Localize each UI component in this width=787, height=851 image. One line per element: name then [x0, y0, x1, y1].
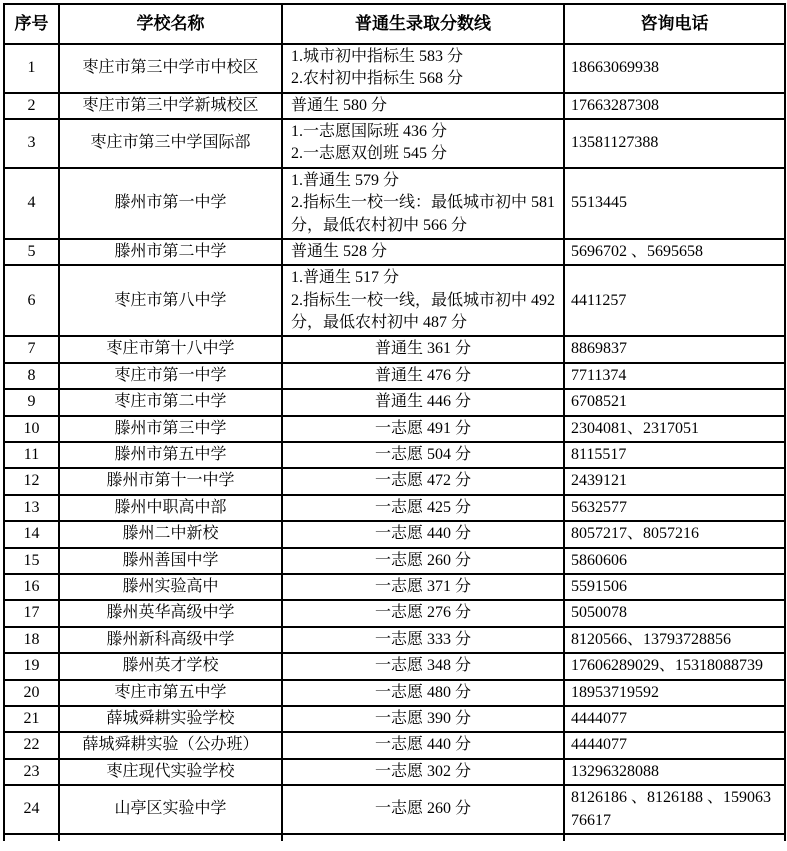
cell-phone: 5513445 — [564, 168, 785, 239]
cell-serial-number: 18 — [4, 627, 59, 653]
score-line-item: 一志愿 371 分 — [374, 578, 471, 595]
cell-phone: 18663069938 — [564, 44, 785, 93]
table-row — [4, 119, 785, 168]
header-cell-school-name: 学校名称 — [59, 4, 282, 44]
cell-score-line — [282, 600, 564, 626]
cell-school-name: 枣庄市第三中学新城校区 — [59, 93, 282, 119]
cell-score-line — [282, 119, 564, 168]
partial-clipped-cell — [282, 834, 564, 841]
cell-serial-number: 21 — [4, 706, 59, 732]
score-line-item: 2.一志愿双创班 545 分 — [291, 145, 448, 163]
partial-clipped-cell — [564, 834, 785, 841]
cell-score-line — [282, 416, 564, 442]
cell-serial-number: 24 — [4, 785, 59, 834]
partial-clipped-cell — [4, 834, 59, 841]
score-line-item: 一志愿 333 分 — [374, 630, 471, 648]
cell-phone: 7711374 — [564, 363, 785, 389]
score-line-item: 一志愿 390 分 — [374, 709, 471, 727]
header-row — [4, 4, 785, 44]
cell-phone: 6708521 — [564, 389, 785, 415]
cell-school-name: 枣庄市第五中学 — [59, 680, 282, 706]
cell-score-line — [282, 93, 564, 119]
cell-serial-number: 11 — [4, 442, 59, 468]
score-line-item: 2.农村初中指标生 568 分 — [291, 70, 464, 88]
cell-serial-number: 9 — [4, 389, 59, 415]
cell-serial-number: 7 — [4, 336, 59, 362]
cell-school-name: 滕州英华高级中学 — [59, 600, 282, 626]
table-row — [4, 495, 785, 521]
cell-school-name: 枣庄市第三中学国际部 — [59, 119, 282, 168]
header-cell-serial-number: 序号 — [4, 4, 59, 44]
table-row — [4, 389, 785, 415]
cell-school-name: 山亭区实验中学 — [59, 785, 282, 834]
cell-school-name: 枣庄市第三中学市中校区 — [59, 44, 282, 93]
table-row — [4, 44, 785, 93]
table-row — [4, 732, 785, 758]
table-row — [4, 785, 785, 834]
table-row — [4, 706, 785, 732]
cell-school-name: 滕州实验高中 — [59, 574, 282, 600]
cell-score-line — [282, 495, 564, 521]
score-line-item: 一志愿 425 分 — [374, 498, 471, 516]
cell-school-name: 滕州二中新校 — [59, 521, 282, 547]
cell-school-name: 枣庄市第十八中学 — [59, 336, 282, 362]
score-line-item: 2.指标生一校一线：最低城市初中 581 分，最低农村初中 566 分 — [291, 194, 556, 234]
table-row — [4, 521, 785, 547]
cell-school-name: 薛城舜耕实验学校 — [59, 706, 282, 732]
cell-school-name: 滕州市第十一中学 — [59, 468, 282, 494]
score-line-item: 1.普通生 517 分 — [291, 269, 400, 287]
cell-score-line — [282, 168, 564, 239]
score-line-item: 一志愿 440 分 — [374, 736, 471, 754]
cell-phone: 13296328088 — [564, 759, 785, 785]
table-row — [4, 265, 785, 336]
cell-serial-number: 8 — [4, 363, 59, 389]
cell-school-name: 枣庄市第八中学 — [59, 265, 282, 336]
cell-phone: 17606289029、15318088739 — [564, 653, 785, 679]
cell-phone: 5632577 — [564, 495, 785, 521]
cell-score-line — [282, 732, 564, 758]
cell-school-name: 滕州英才学校 — [59, 653, 282, 679]
score-line-item: 一志愿 260 分 — [374, 800, 471, 818]
cell-serial-number: 13 — [4, 495, 59, 521]
score-line-item: 一志愿 440 分 — [374, 525, 471, 543]
score-line-item: 一志愿 348 分 — [374, 657, 471, 675]
cell-school-name: 滕州市第三中学 — [59, 416, 282, 442]
cell-phone: 5591506 — [564, 574, 785, 600]
cell-phone: 5860606 — [564, 548, 785, 574]
cell-serial-number: 1 — [4, 44, 59, 93]
cell-score-line — [282, 574, 564, 600]
cell-score-line — [282, 468, 564, 494]
table-row — [4, 416, 785, 442]
cell-phone: 8115517 — [564, 442, 785, 468]
cell-phone: 18953719592 — [564, 680, 785, 706]
cell-score-line — [282, 363, 564, 389]
admission-score-table-page — [0, 3, 787, 851]
partial-clipped-row — [4, 834, 785, 841]
cell-school-name: 枣庄市第二中学 — [59, 389, 282, 415]
score-line-item: 普通生 361 分 — [374, 340, 471, 358]
cell-phone: 8057217、8057216 — [564, 521, 785, 547]
table-row — [4, 168, 785, 239]
table-row — [4, 600, 785, 626]
score-line-item: 一志愿 504 分 — [374, 446, 471, 464]
table-row — [4, 442, 785, 468]
cell-phone: 2304081、2317051 — [564, 416, 785, 442]
cell-serial-number: 12 — [4, 468, 59, 494]
score-line-item: 一志愿 480 分 — [374, 683, 471, 701]
admission-table — [3, 3, 786, 841]
cell-phone: 8869837 — [564, 336, 785, 362]
score-line-item: 一志愿 260 分 — [374, 551, 471, 569]
cell-score-line — [282, 548, 564, 574]
table-body — [4, 44, 785, 841]
cell-phone: 4411257 — [564, 265, 785, 336]
cell-serial-number: 16 — [4, 574, 59, 600]
score-line-item: 一志愿 472 分 — [374, 472, 471, 490]
score-line-item: 普通生 476 分 — [374, 366, 471, 384]
cell-score-line — [282, 706, 564, 732]
cell-serial-number: 10 — [4, 416, 59, 442]
table-row — [4, 239, 785, 265]
cell-serial-number: 23 — [4, 759, 59, 785]
cell-score-line — [282, 265, 564, 336]
cell-school-name: 枣庄市第一中学 — [59, 363, 282, 389]
cell-school-name: 滕州市第五中学 — [59, 442, 282, 468]
header-cell-phone: 咨询电话 — [564, 4, 785, 44]
cell-score-line — [282, 389, 564, 415]
cell-serial-number: 2 — [4, 93, 59, 119]
cell-serial-number: 20 — [4, 680, 59, 706]
table-row — [4, 468, 785, 494]
cell-serial-number: 6 — [4, 265, 59, 336]
cell-score-line — [282, 653, 564, 679]
cell-phone: 4444077 — [564, 732, 785, 758]
table-row — [4, 759, 785, 785]
table-row — [4, 627, 785, 653]
cell-school-name: 滕州善国中学 — [59, 548, 282, 574]
table-row — [4, 653, 785, 679]
table-row — [4, 93, 785, 119]
score-line-item: 1.一志愿国际班 436 分 — [291, 122, 448, 140]
cell-phone: 8120566、13793728856 — [564, 627, 785, 653]
cell-serial-number: 5 — [4, 239, 59, 265]
cell-serial-number: 22 — [4, 732, 59, 758]
cell-score-line — [282, 680, 564, 706]
cell-serial-number: 3 — [4, 119, 59, 168]
score-line-item: 一志愿 302 分 — [374, 762, 471, 780]
cell-phone: 5696702 、5695658 — [564, 239, 785, 265]
cell-school-name: 薛城舜耕实验（公办班） — [59, 732, 282, 758]
table-row — [4, 574, 785, 600]
score-line-item: 普通生 528 分 — [291, 242, 388, 260]
cell-serial-number: 14 — [4, 521, 59, 547]
cell-school-name: 滕州市第一中学 — [59, 168, 282, 239]
cell-score-line — [282, 627, 564, 653]
cell-phone: 2439121 — [564, 468, 785, 494]
table-row — [4, 548, 785, 574]
cell-serial-number: 19 — [4, 653, 59, 679]
cell-score-line — [282, 442, 564, 468]
cell-phone: 4444077 — [564, 706, 785, 732]
score-line-item: 普通生 580 分 — [291, 96, 388, 114]
cell-serial-number: 17 — [4, 600, 59, 626]
cell-serial-number: 4 — [4, 168, 59, 239]
table-row — [4, 363, 785, 389]
cell-school-name: 枣庄现代实验学校 — [59, 759, 282, 785]
cell-phone: 5050078 — [564, 600, 785, 626]
score-line-item: 一志愿 276 分 — [374, 604, 471, 622]
cell-score-line — [282, 44, 564, 93]
cell-school-name: 滕州中职高中部 — [59, 495, 282, 521]
table-row — [4, 680, 785, 706]
score-line-item: 一志愿 491 分 — [374, 419, 471, 437]
cell-score-line — [282, 521, 564, 547]
cell-phone: 13581127388 — [564, 119, 785, 168]
cell-score-line — [282, 759, 564, 785]
score-line-item: 普通生 446 分 — [374, 393, 471, 411]
cell-school-name: 滕州新科高级中学 — [59, 627, 282, 653]
cell-phone: 8126186 、8126188 、15906376617 — [564, 785, 785, 834]
cell-serial-number: 15 — [4, 548, 59, 574]
cell-score-line — [282, 239, 564, 265]
score-line-item: 1.城市初中指标生 583 分 — [291, 47, 464, 65]
header-cell-score-line: 普通生录取分数线 — [282, 4, 564, 44]
score-line-item: 2.指标生一校一线，最低城市初中 492 分，最低农村初中 487 分 — [291, 291, 556, 332]
partial-clipped-cell — [59, 834, 282, 841]
score-line-item: 1.普通生 579 分 — [291, 171, 400, 189]
cell-score-line — [282, 785, 564, 834]
cell-phone: 17663287308 — [564, 93, 785, 119]
cell-school-name: 滕州市第二中学 — [59, 239, 282, 265]
table-row — [4, 336, 785, 362]
cell-score-line — [282, 336, 564, 362]
